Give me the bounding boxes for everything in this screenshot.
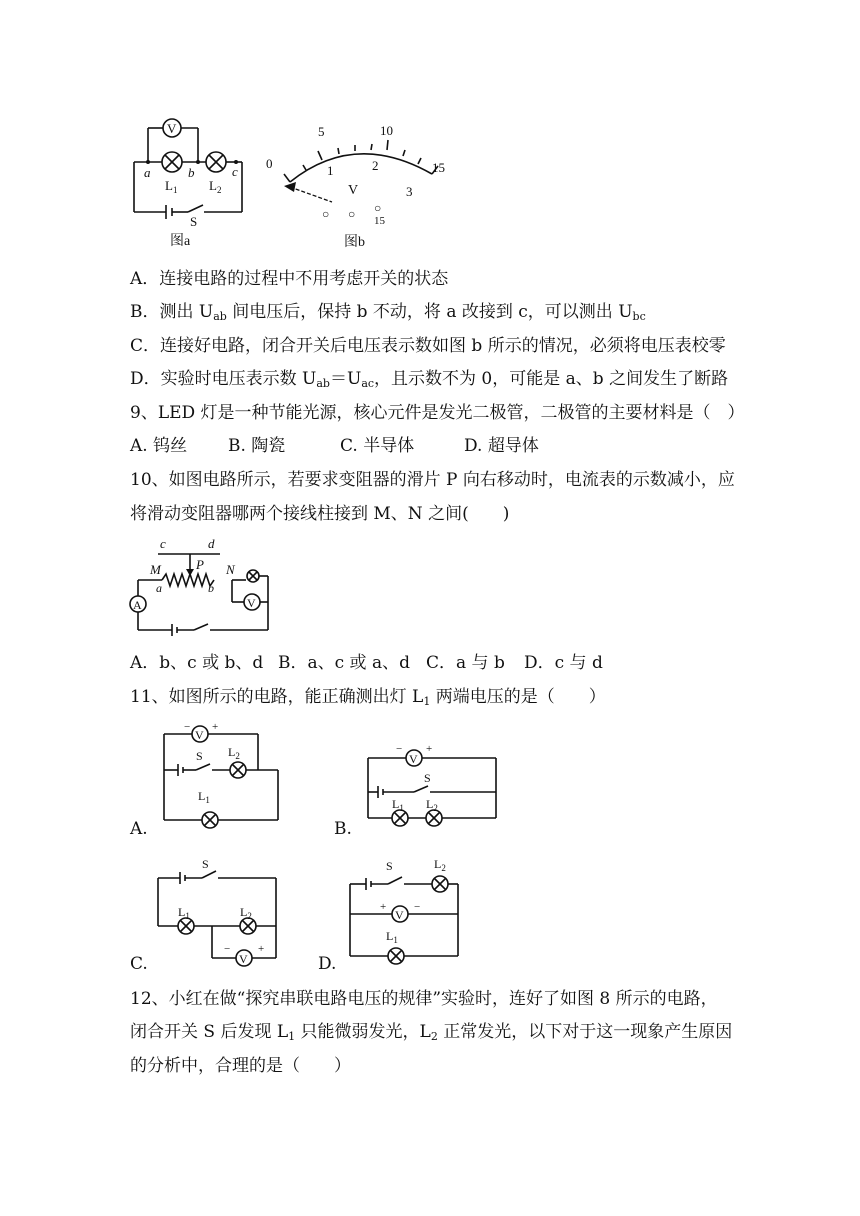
figure-b-voltmeter-dial [260, 120, 460, 255]
svg-text:1: 1 [327, 163, 334, 178]
svg-text:○: ○ [348, 207, 356, 221]
q11-stem: 11、如图所示的电路，能正确测出灯 $L_1$ 两端电压的是（ ） [130, 687, 606, 708]
q11-option-d-label: D. [318, 954, 337, 974]
svg-text:c: c [160, 536, 166, 551]
q8-option-a: A．连接电路的过程中不用考虑开关的状态 [130, 269, 449, 289]
svg-text:15: 15 [374, 215, 385, 227]
svg-text:+: + [426, 743, 433, 755]
q9-stem: 9、LED 灯是一种节能光源，核心元件是发光二极管，二极管的主要材料是（ ） [130, 403, 745, 423]
q8-option-d: D．实验时电压表示数 $U_{ab}=U_{ac}$，且示数不为 0，可能是 a、b 之间发生了断路 [130, 369, 729, 390]
svg-text:5: 5 [318, 124, 325, 139]
svg-text:a: a [144, 165, 151, 180]
svg-text:−: − [414, 901, 421, 913]
svg-text:15: 15 [432, 160, 445, 175]
svg-text:10: 10 [380, 123, 393, 138]
q12-line3: 的分析中，合理的是（ ） [130, 1056, 351, 1076]
q10-stem-line2: 将滑动变阻器哪两个接线柱接到 M、N 之间( ) [130, 504, 510, 524]
svg-text:L1: $L_1$ [178, 905, 190, 921]
svg-text:L2: $L_2$ [426, 797, 438, 813]
svg-text:V: V [348, 183, 359, 198]
svg-text:M: M [150, 562, 161, 577]
svg-text:L2: $L_2$ [209, 178, 222, 195]
figure-b-caption: 图b [344, 235, 365, 250]
svg-text:2: 2 [372, 158, 379, 173]
figure-a-circuit [128, 114, 250, 252]
svg-text:A: A [133, 598, 142, 612]
svg-text:N: N [226, 562, 235, 577]
q12-line2: 闭合开关 S 后发现 $L_1$ 只能微弱发光，$L_2$ 正常发光，以下对于这一现象产生原因 [130, 1022, 733, 1043]
q11-circuit-b [362, 742, 504, 832]
svg-text:+: + [212, 721, 219, 733]
svg-text:d: d [208, 536, 215, 551]
svg-text:L1: $L_1$ [386, 929, 398, 945]
q10-stem-line1: 10、如图电路所示，若要求变阻器的滑片 P 向右移动时，电流表的示数减小，应 [130, 470, 735, 490]
figure-a-caption: 图a [170, 234, 191, 249]
svg-text:b: b [188, 165, 195, 180]
svg-text:○: ○ [322, 207, 330, 221]
svg-text:V: V [195, 728, 204, 742]
svg-text:V: V [239, 952, 248, 966]
svg-text:P: P [196, 557, 204, 572]
svg-text:+: + [380, 901, 387, 913]
svg-text:c: c [232, 164, 238, 179]
svg-text:L2: $L_2$ [434, 857, 446, 873]
svg-text:S: S [196, 749, 203, 763]
svg-text:S: S [202, 857, 209, 871]
q10-options: A．b、c 或 b、d B．a、c 或 a、d C．a 与 b D．c 与 d [130, 653, 603, 673]
svg-text:0: 0 [266, 156, 273, 171]
q10-circuit [128, 536, 274, 640]
q8-option-c: C．连接好电路，闭合开关后电压表示数如图 b 所示的情况，必须将电压表校零 [130, 336, 726, 356]
voltmeter-label: V [167, 121, 177, 136]
svg-text:L1: $L_1$ [392, 797, 404, 813]
q11-option-a-label: A. [130, 819, 148, 839]
svg-text:S: S [190, 214, 198, 229]
svg-text:−: − [396, 743, 403, 755]
q11-circuit-c [152, 856, 284, 972]
svg-text:L2: $L_2$ [228, 745, 240, 761]
svg-text:−: − [224, 943, 231, 955]
svg-text:○: ○ [374, 201, 382, 215]
svg-text:a: a [156, 581, 162, 595]
svg-text:S: S [424, 771, 431, 785]
q12-line1: 12、小红在做“探究串联电路电压的规律”实验时，连好了如图 8 所示的电路， [130, 989, 718, 1009]
svg-text:S: S [386, 859, 393, 873]
q11-option-b-label: B. [334, 819, 352, 839]
svg-text:L1: $L_1$ [165, 178, 178, 195]
svg-text:+: + [258, 943, 265, 955]
svg-text:V: V [409, 752, 418, 766]
q9-options: A. 钨丝 B. 陶瓷 C. 半导体 D. 超导体 [130, 436, 539, 456]
svg-text:V: V [247, 596, 256, 610]
svg-text:3: 3 [406, 184, 413, 199]
svg-text:L2: $L_2$ [240, 905, 252, 921]
svg-text:−: − [184, 721, 191, 733]
q8-option-b: B．测出 $U_{ab}$ 间电压后，保持 b 不动，将 a 改接到 c，可以测出 $U_{bc}$ [130, 302, 646, 323]
svg-text:L1: $L_1$ [198, 789, 210, 805]
svg-text:b: b [208, 581, 214, 595]
svg-text:V: V [395, 908, 404, 922]
q11-circuit-d [344, 854, 464, 970]
q11-circuit-a [158, 720, 282, 832]
q11-option-c-label: C. [130, 954, 148, 974]
